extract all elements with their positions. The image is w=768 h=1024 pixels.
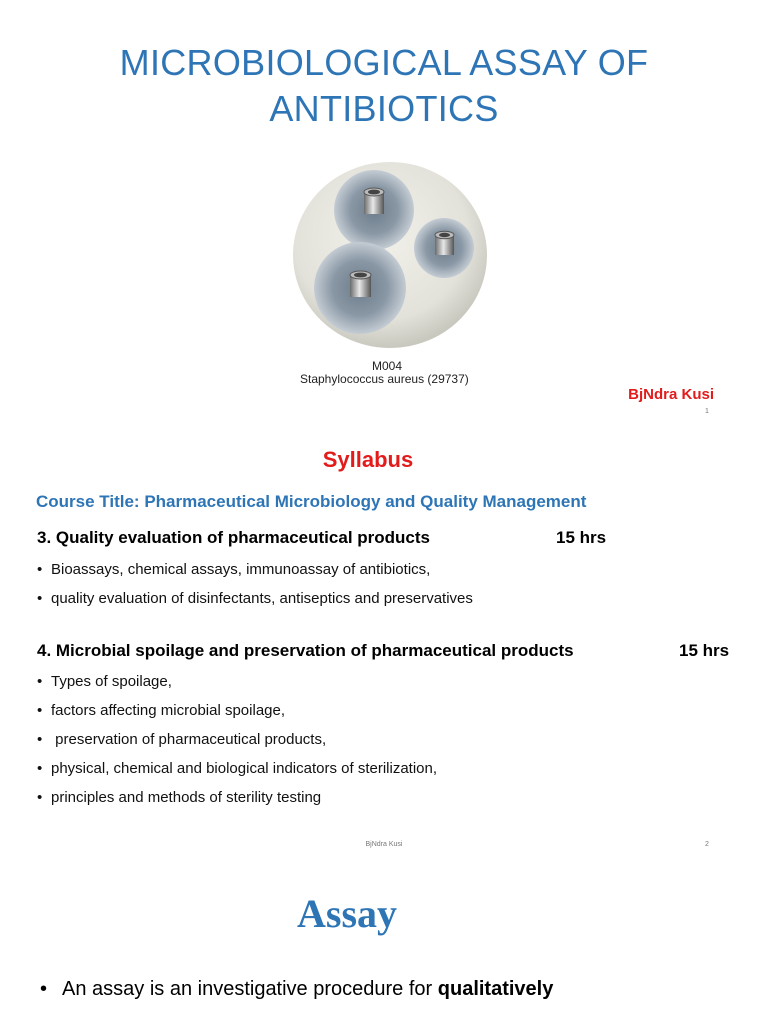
section-4-label: 4. Microbial spoilage and preservation of pharmaceutical products bbox=[37, 641, 574, 660]
definition-bullet: • An assay is an investigative procedure for qualitatively bbox=[40, 978, 554, 1000]
list-item: • Types of spoilage, bbox=[37, 673, 172, 690]
slide-title bbox=[0, 0, 768, 430]
image-caption bbox=[300, 360, 490, 386]
section-4-title bbox=[37, 641, 730, 661]
cylinder-1 bbox=[364, 188, 384, 214]
definition-bold: qualitatively bbox=[437, 978, 554, 1000]
syllabus-heading: Syllabus bbox=[322, 447, 414, 472]
definition-text: An assay is an investigative procedure for bbox=[62, 978, 438, 1000]
assay-heading: Assay bbox=[297, 891, 398, 936]
course-title: Course Title: Pharmaceutical Microbiology and Quality Management bbox=[36, 492, 587, 511]
caption-code: M004 bbox=[372, 359, 403, 373]
list-item: • Bioassays, chemical assays, immunoassay of antibiotics, bbox=[37, 561, 431, 578]
cylinder-3 bbox=[350, 271, 371, 297]
petri-dish-image bbox=[292, 160, 488, 350]
list-item: • factors affecting microbial spoilage, bbox=[37, 702, 286, 719]
title-line-2: ANTIBIOTICS bbox=[269, 88, 499, 129]
page-number: 1 bbox=[705, 408, 709, 415]
section-4-hours: 15 hrs bbox=[679, 641, 730, 660]
section-3-label: 3. Quality evaluation of pharmaceutical products bbox=[37, 528, 430, 547]
slide-footer: BjNdra Kusi bbox=[365, 841, 403, 848]
list-item: • quality evaluation of disinfectants, antiseptics and preservatives bbox=[37, 590, 473, 607]
list-item: • physical, chemical and biological indicators of sterilization, bbox=[37, 760, 438, 777]
presentation-title bbox=[0, 40, 768, 132]
author-name: BjNdra Kusi bbox=[628, 386, 714, 403]
section-3-hours: 15 hrs bbox=[556, 528, 607, 547]
list-item: • principles and methods of sterility testing bbox=[37, 789, 322, 806]
slide-assay bbox=[0, 860, 768, 1024]
slide-syllabus bbox=[0, 430, 768, 860]
section-3-title bbox=[37, 528, 607, 548]
page-number: 2 bbox=[705, 841, 709, 848]
title-line-1: MICROBIOLOGICAL ASSAY OF bbox=[119, 42, 649, 83]
caption-organism: Staphylococcus aureus (29737) bbox=[300, 372, 469, 386]
cylinder-2 bbox=[435, 231, 454, 255]
list-item: • preservation of pharmaceutical products, bbox=[37, 731, 327, 748]
